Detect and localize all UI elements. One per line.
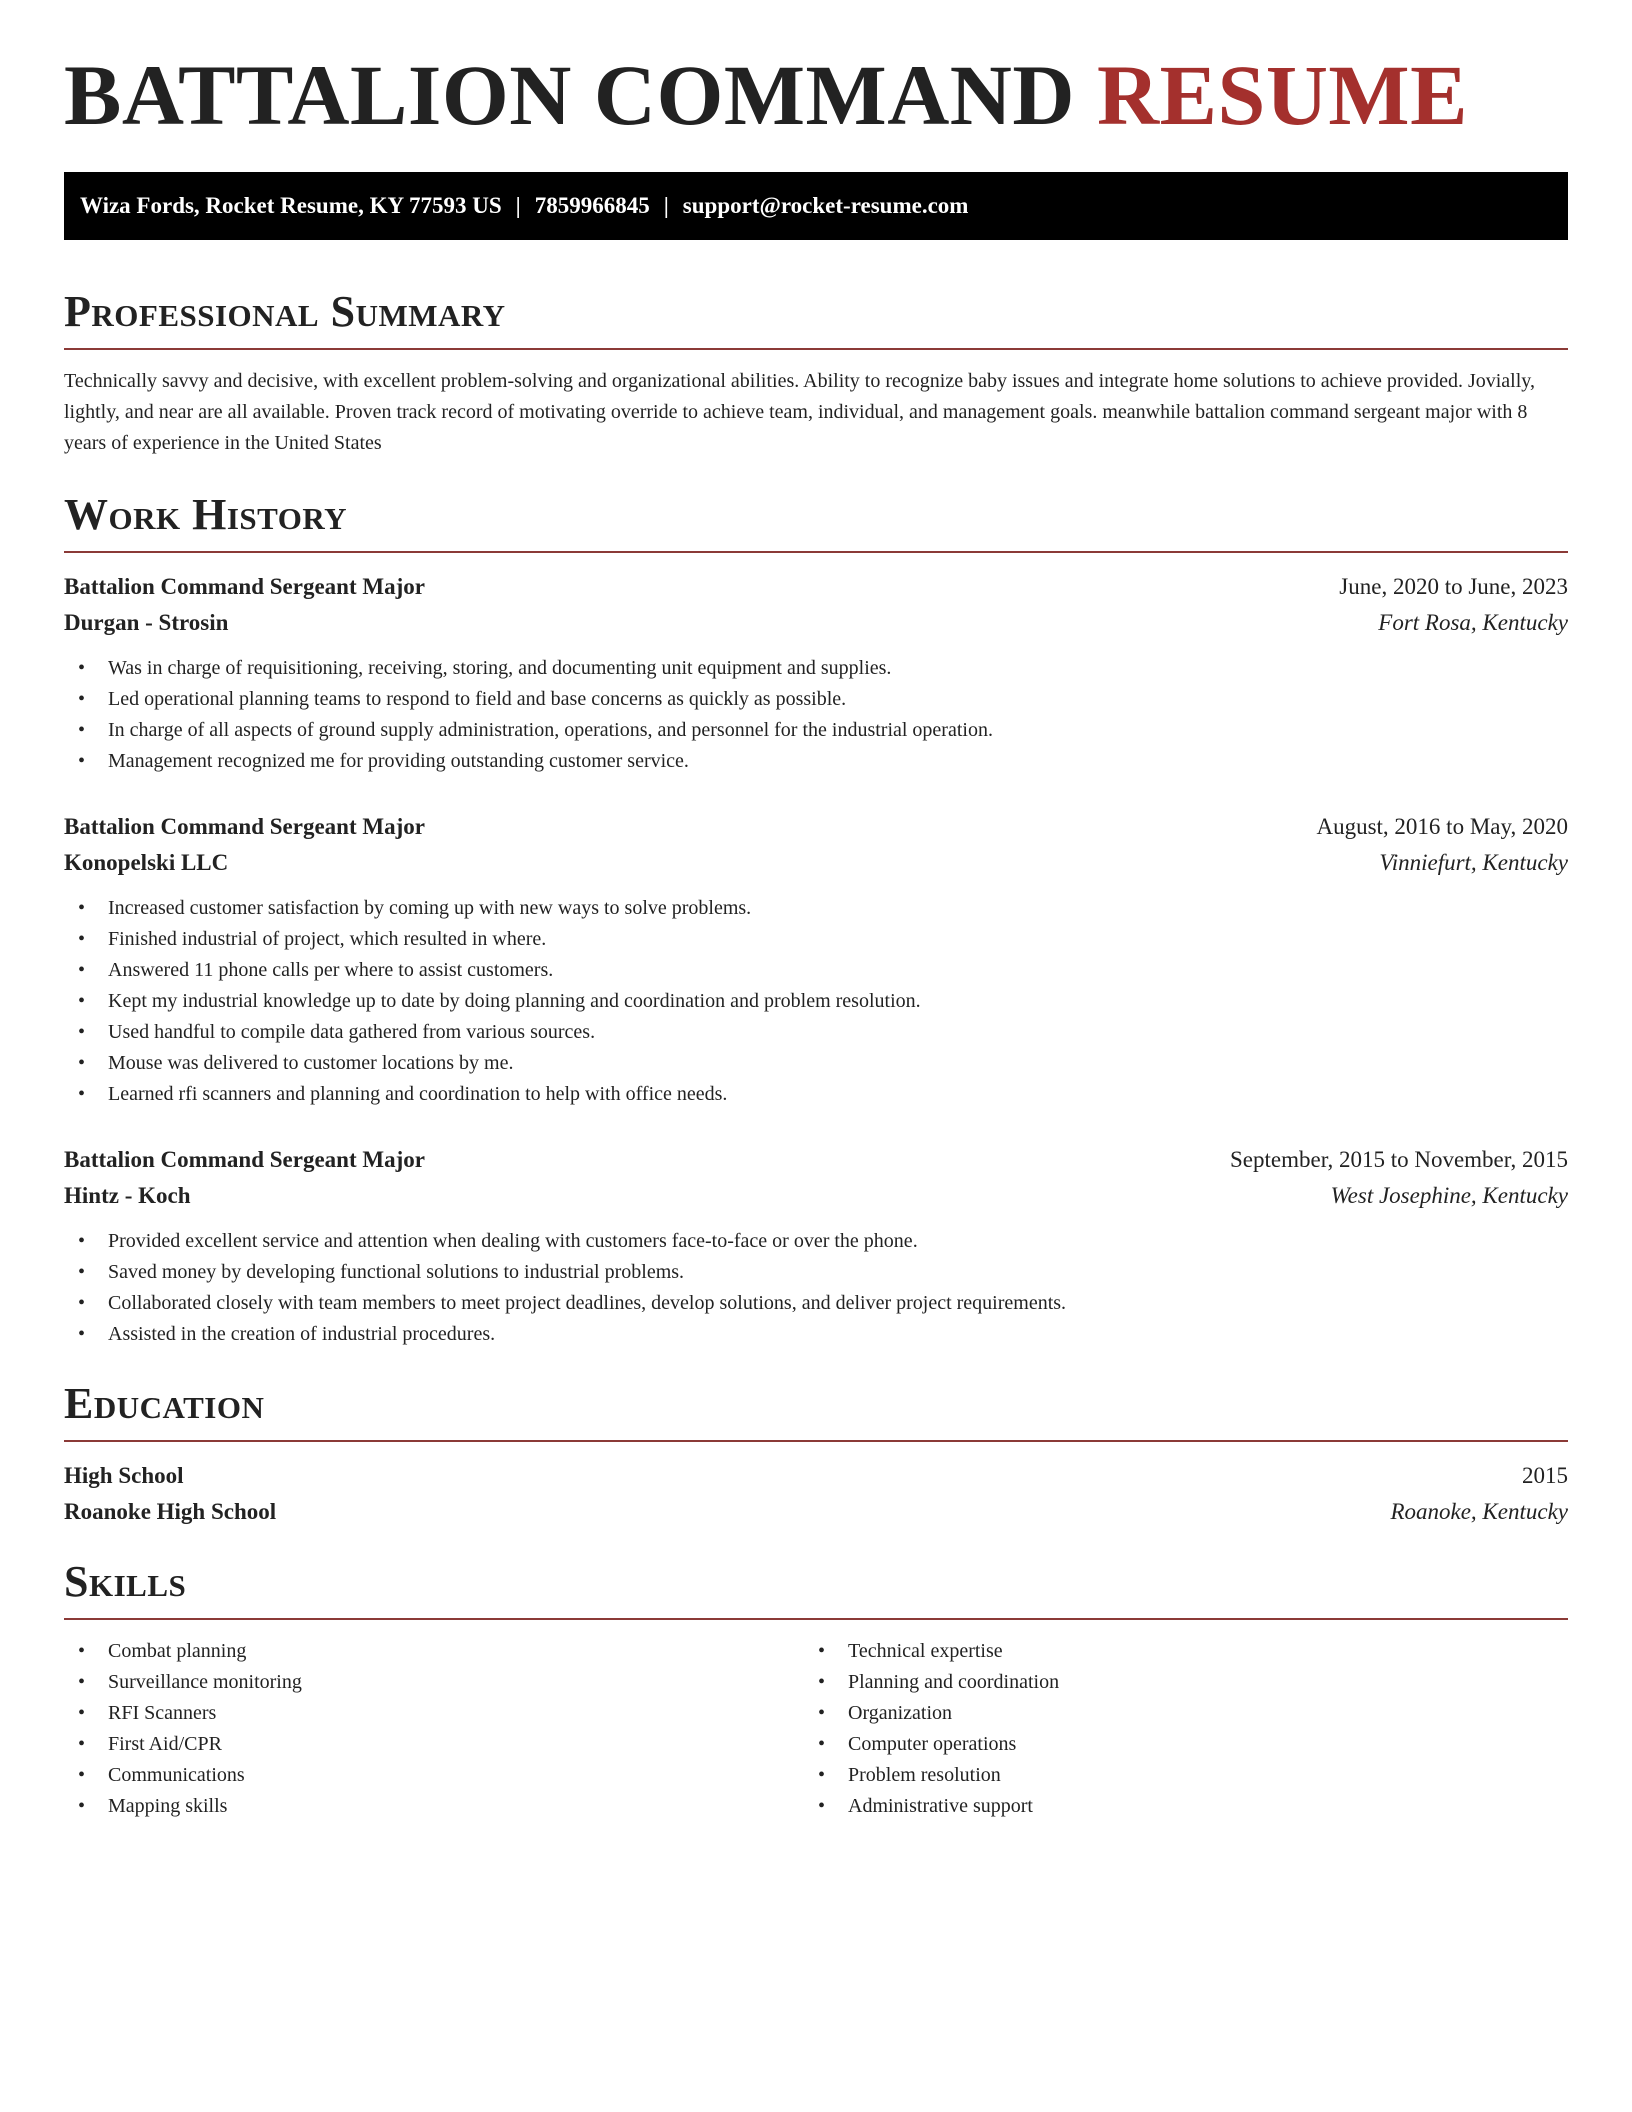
section-heading-skills: Skills [64,1557,187,1606]
job-company: Durgan - Strosin [64,610,229,635]
job-bullet: • Led operational planning teams to respond to field and base concerns as quickly as possible. [64,684,1568,715]
skill-item: • Mapping skills [64,1791,804,1822]
job-bullet: • Learned rfi scanners and planning and coordination to help with office needs. [64,1079,1568,1110]
job-location: Fort Rosa, Kentucky [1378,610,1568,635]
job-entry [64,1142,1568,1350]
contact-email[interactable]: support@rocket-resume.com [682,193,969,218]
job-header [64,569,1568,605]
education-header [64,1458,1568,1494]
job-bullet: • Management recognized me for providing outstanding customer service. [64,746,1568,777]
job-bullet: • Finished industrial of project, which resulted in where. [64,924,1568,955]
resume-title [64,47,1568,143]
contact-phone: 7859966845 [534,193,650,218]
job-title: Battalion Command Sergeant Major [64,1147,425,1172]
section-heading-work-history: Work History [64,490,348,539]
work-history-section [64,490,1568,1350]
skill-item: • Surveillance monitoring [64,1667,804,1698]
job-bullet: • Was in charge of requisitioning, receiving, storing, and documenting unit equipment and supplies. [64,653,1568,684]
skill-item: • Administrative support [804,1791,1544,1822]
job-title: Battalion Command Sergeant Major [64,574,425,599]
contact-separator: | [515,193,521,218]
job-company: Hintz - Koch [64,1183,191,1208]
job-dates: June, 2020 to June, 2023 [1339,574,1568,599]
job-location: West Josephine, Kentucky [1330,1183,1568,1208]
skills-grid [64,1636,1568,1822]
section-divider [64,551,1568,553]
job-dates: September, 2015 to November, 2015 [1230,1147,1568,1172]
contact-separator: | [663,193,669,218]
job-header [64,1142,1568,1178]
education-degree: High School [64,1463,184,1488]
skill-item: • First Aid/CPR [64,1729,804,1760]
job-bullet: • Assisted in the creation of industrial procedures. [64,1319,1568,1350]
job-title: Battalion Command Sergeant Major [64,814,425,839]
job-bullet: • Used handful to compile data gathered from various sources. [64,1017,1568,1048]
contact-address: Wiza Fords, Rocket Resume, KY 77593 US [80,193,502,218]
job-entry [64,569,1568,777]
skills-column-right [804,1636,1544,1822]
education-school: Roanoke High School [64,1499,277,1524]
job-entry [64,809,1568,1110]
section-divider [64,348,1568,350]
job-location: Vinniefurt, Kentucky [1379,850,1568,875]
job-bullets [64,1226,1568,1350]
skill-item: • Problem resolution [804,1760,1544,1791]
job-bullets [64,653,1568,777]
education-year: 2015 [1522,1463,1568,1488]
skill-item: • RFI Scanners [64,1698,804,1729]
skill-item: • Combat planning [64,1636,804,1667]
job-bullet: • Provided excellent service and attention when dealing with customers face-to-face or over the phone. [64,1226,1568,1257]
job-bullet: • In charge of all aspects of ground supply administration, operations, and personnel for the industrial operation. [64,715,1568,746]
summary-section [64,287,1568,459]
job-company: Konopelski LLC [64,850,229,875]
job-subheader [64,605,1568,641]
skills-column-left [64,1636,804,1822]
summary-text: Technically savvy and decisive, with excellent problem-solving and organizational abilities. Ability to recognize baby issues and integrate home solutions to achieve provided. Jovially, lightly, and near are all available. Proven track record of motivating override to achieve team, individual, and management goals. meanwhile battalion command sergeant major with 8 years of experience in the United States [64,370,1535,454]
job-bullet: • Increased customer satisfaction by coming up with new ways to solve problems. [64,893,1568,924]
education-section [64,1379,1568,1530]
job-dates: August, 2016 to May, 2020 [1316,814,1568,839]
section-heading-summary: Professional Summary [64,287,506,336]
title-main: BATTALION COMMAND [64,47,1076,143]
education-subheader [64,1494,1568,1530]
job-bullet: • Collaborated closely with team members to meet project deadlines, develop solutions, and deliver project requirements. [64,1288,1568,1319]
job-bullet: • Saved money by developing functional solutions to industrial problems. [64,1257,1568,1288]
skills-section [64,1557,1568,1822]
job-bullet: • Kept my industrial knowledge up to date by doing planning and coordination and problem resolution. [64,986,1568,1017]
job-bullets [64,893,1568,1110]
skill-item: • Computer operations [804,1729,1544,1760]
job-bullet: • Answered 11 phone calls per where to assist customers. [64,955,1568,986]
skill-item: • Organization [804,1698,1544,1729]
section-divider [64,1618,1568,1620]
education-location: Roanoke, Kentucky [1390,1499,1568,1524]
skill-item: • Communications [64,1760,804,1791]
job-subheader [64,1178,1568,1214]
contact-bar [64,172,1568,240]
job-header [64,809,1568,845]
title-accent: RESUME [1097,47,1468,143]
skill-item: • Planning and coordination [804,1667,1544,1698]
education-entry [64,1458,1568,1530]
skill-item: • Technical expertise [804,1636,1544,1667]
section-heading-education: Education [64,1379,265,1428]
job-subheader [64,845,1568,881]
job-bullet: • Mouse was delivered to customer locations by me. [64,1048,1568,1079]
section-divider [64,1440,1568,1442]
